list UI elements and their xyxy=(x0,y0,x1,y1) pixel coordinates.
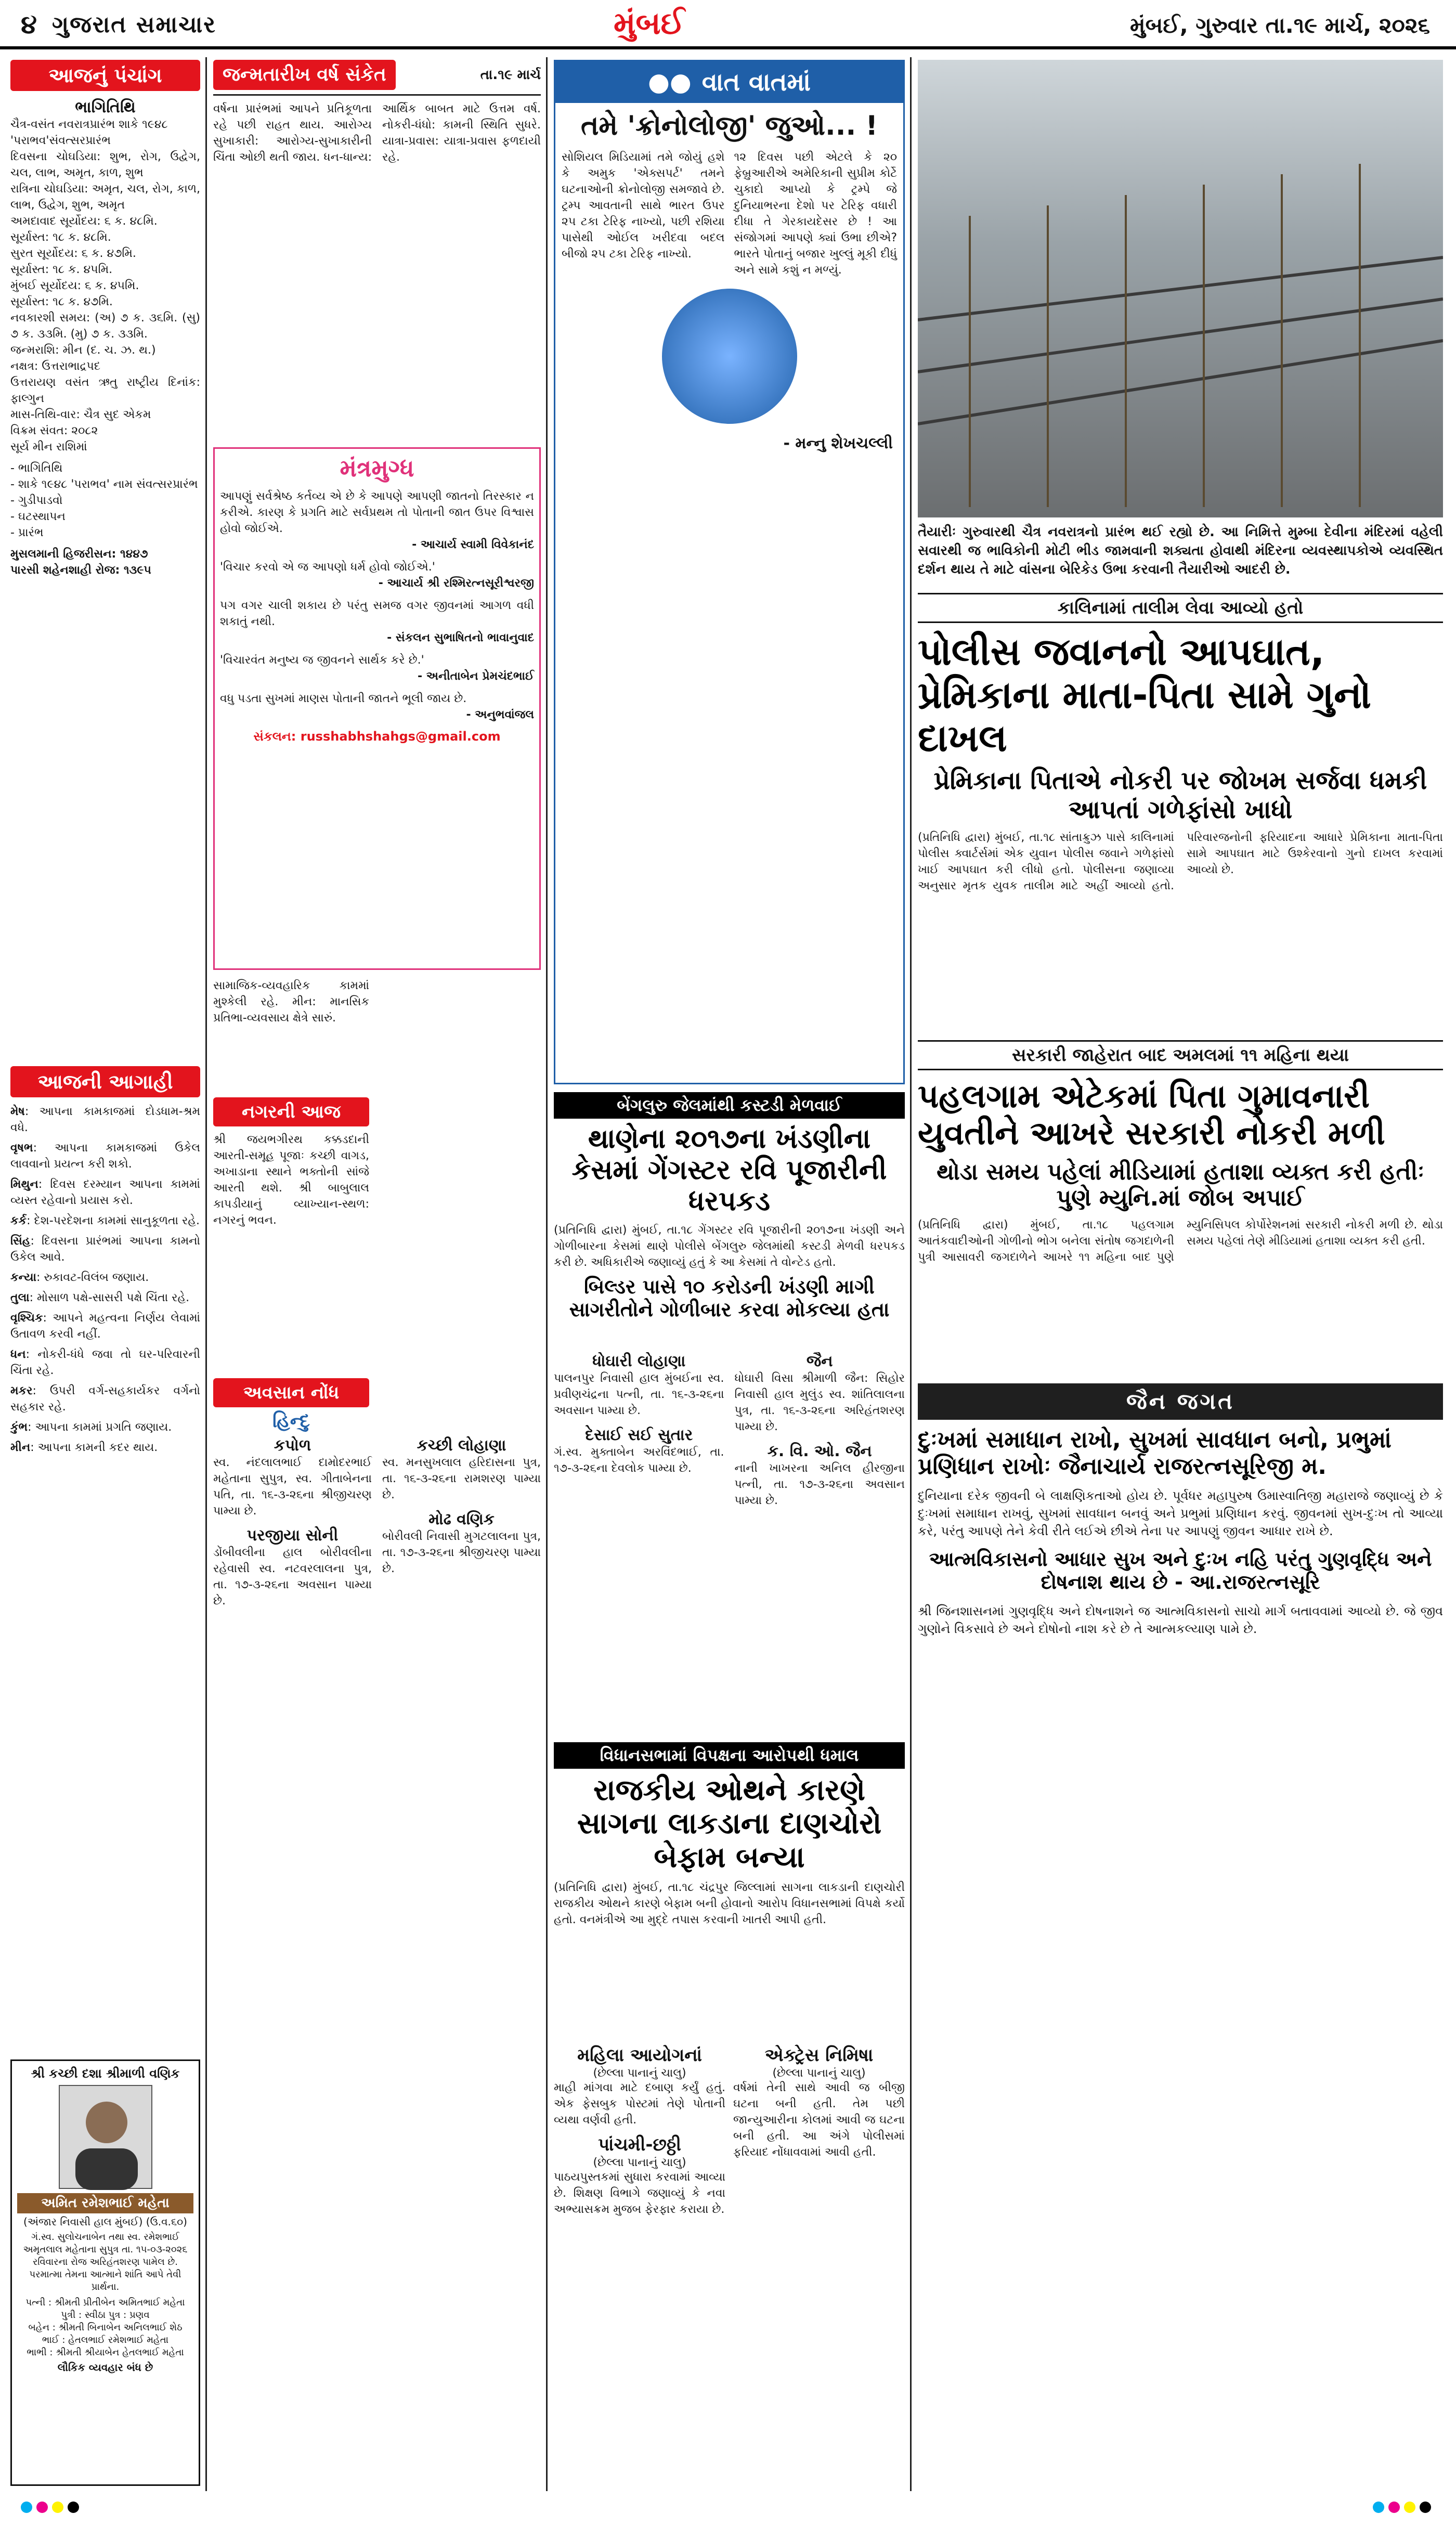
vidhan-story xyxy=(554,1742,905,2033)
registration-dot xyxy=(36,2502,48,2513)
mahila-title: મહિલા આયોગનાં xyxy=(577,2045,702,2066)
panchang-line: સૂર્યાસ્ત: ૧૮ ક. ૪૭મિ. xyxy=(10,295,113,308)
mantra-quote-author: - અનુભવાંજલ xyxy=(466,708,534,721)
panchang-line: વિક્રમ સંવત: ૨૦૮૨ xyxy=(10,424,98,437)
obituary-caste: કપોળ xyxy=(274,1436,311,1455)
horoscope-title: આજની આગાહી xyxy=(10,1066,200,1097)
mantra-quote-author: - આચાર્ય શ્રી રશ્મિરત્નસૂરીશ્વરજી xyxy=(378,577,534,590)
parsi-calendar: પારસી શહેનશાહી રોજ: ૧૩૯૫ xyxy=(10,564,151,577)
obituary-caste: મોઢ વણિક xyxy=(428,1510,495,1528)
horoscope-item: મકર: ઉપરી વર્ગ-સહકાર્યકર વર્ગનો સહકાર રહે. xyxy=(10,1384,200,1414)
ad-name: અમિત રમેશભાઈ મહેતા xyxy=(17,2193,193,2213)
panchang-note: - પ્રારંભ xyxy=(10,526,44,539)
gangster-body: (પ્રતિનિધિ દ્વારા) મુંબઈ, તા.૧૮ ગેંગસ્ટર રવિ પૂજારીની ૨૦૧૭ના ખંડણી અને ગોળીબારના કેસમાં થાણે પોલીસે બેંગલુરુ જેલમાંથી કસ્ટડી મેળવી ધરપકડ કરી છે. અધિકારીએ જણાવ્યું હતું કે આ કેસમાં તે વોન્ટેડ હતો. xyxy=(554,1224,905,1269)
horoscope-sign: વૃષભ xyxy=(10,1142,33,1155)
panchang-note: - ગુડીપાડવો xyxy=(10,494,63,507)
horoscope-item: તુલા: મોસાળ પક્ષે-સાસરી પક્ષે ચિંતા રહે. xyxy=(10,1291,190,1304)
column-divider xyxy=(910,57,912,2491)
obituaries-list-2 xyxy=(554,1352,905,1509)
horoscope-sign: કન્યા xyxy=(10,1271,36,1284)
ad-family-line: પુત્રી : સ્વીઠા પુત્ર : પ્રણવ xyxy=(61,2310,150,2321)
panchang-notes xyxy=(10,460,200,541)
obituary-caste: જૈન xyxy=(806,1352,833,1370)
panchang-line: ઉત્તરાયણ વસંત ઋતુ રાષ્ટ્રીય દિનાંક: ફાલ્ગુન xyxy=(10,376,200,405)
horoscope-sign: સિંહ xyxy=(10,1235,31,1248)
panchang-line: નક્ષત્ર: ઉત્તરાભાદ્રપદ xyxy=(10,360,101,373)
panchang-lines xyxy=(10,116,200,455)
ad-portrait xyxy=(59,2085,152,2189)
obituary-text: બોરીવલી નિવાસી મુગટલાલના પુત્ર, તા. ૧૭-૩-૨૬ના શ્રીજીચરણ પામ્યા છે. xyxy=(382,1530,541,1575)
vaat-col2: ૧૨ દિવસ પછી એટલે કે ૨૦ ફેબ્રુઆરીએ અમેરિકાની સુપ્રીમ કોર્ટે ચુકાદો આપ્યો કે ટ્રમ્પે જે દુનિયાભરના દેશો પર ટેરિફ વધારી દીધા તે ગેરકાયદેસર છે ! આ સંજોગમાં આપણે ક્યાં ઉભા છીએ? ભારતે પોતાનું બજાર ખુલ્લું મૂકી દીધું અને સામે કશું ન મળ્યું. xyxy=(734,151,897,277)
horoscope-text: આપને મહત્વના નિર્ણય લેવામાં ઉતાવળ કરવી નહીં. xyxy=(10,1312,200,1341)
panchang-line: સૂર્યાસ્ત: ૧૮ ક. ૪૫મિ. xyxy=(10,263,113,276)
panchang-line: દિવસના ચોઘડિયા: શુભ, રોગ, ઉદ્વેગ, ચલ, લાભ, અમૃત, કાળ, શુભ xyxy=(10,150,200,179)
mantra-email: સંકલન: russhabhshahgs@gmail.com xyxy=(253,729,501,744)
mantra-quote-text: 'વિચારવંત મનુષ્ય જ જીવનને સાર્થક કરે છે.' xyxy=(220,654,424,667)
paper-name: ગુજરાત સમાચાર xyxy=(52,11,216,38)
actress-title: એક્ટ્રેસ નિમિષા xyxy=(764,2045,874,2066)
horoscope-sign: તુલા xyxy=(10,1291,30,1304)
cartoon-illustration xyxy=(662,289,797,424)
horoscope-item: કન્યા: રુકાવટ-વિલંબ જણાય. xyxy=(10,1271,149,1284)
panchang-line: નવકારશી સમય: (અ) ૭ ક. ૩૬મિ. (સુ) ૭ ક. ૩૩મિ. (મુ) ૭ ક. ૩૩મિ. xyxy=(10,312,200,341)
obituary-caste: પરજીયા સોની xyxy=(246,1526,339,1545)
obituary-entry xyxy=(735,1442,905,1509)
registration-dot xyxy=(68,2502,79,2513)
panchang-note: - ભાગિતિથિ xyxy=(10,462,63,475)
vaat-byline: - મન્નુ શેખચલ્લી xyxy=(783,434,893,452)
barricade-illustration xyxy=(918,60,1443,517)
vidhan-headline: રાજકીય ઓથને કારણે સાગના લાકડાના દાણચોરો બેફામ બન્યા xyxy=(577,1773,882,1874)
vaat-section xyxy=(554,60,905,1084)
obituaries-title: અવસાન નોંધ xyxy=(213,1378,369,1407)
horoscope-text: ઉપરી વર્ગ-સહકાર્યકર વર્ગનો સહકાર રહે. xyxy=(10,1384,200,1414)
mantra-quote-text: પગ વગર ચાલી શકાય છે પરંતુ સમજ વગર જીવનમાં આગળ વધી શકાતું નથી. xyxy=(220,599,534,628)
temple-photo xyxy=(918,60,1443,517)
panchang-note: - ઘટસ્થાપન xyxy=(10,510,66,523)
kalina-sub: પ્રેમિકાના પિતાએ નોકરી પર જોખમ સર્જવા ધમકી આપતાં ગળેફાંસો ખાધો xyxy=(933,766,1427,824)
obituaries-section xyxy=(213,1378,541,2392)
kalina-story xyxy=(918,593,1443,1035)
column-divider xyxy=(205,57,207,2491)
registration-dot xyxy=(1420,2502,1431,2513)
birthday-date: તા.૧૯ માર્ચ xyxy=(480,67,541,83)
obituary-text: સ્વ. નંદલાલભાઈ દામોદરભાઈ મહેતાના સુપુત્ર, સ્વ. ગીતાબેનના પતિ, તા. ૧૬-૩-૨૬ના શ્રીજીચરણ પામ્યા છે. xyxy=(213,1456,372,1518)
registration-dot xyxy=(1388,2502,1400,2513)
registration-dot xyxy=(52,2502,63,2513)
obituary-text: નાની ખાખરના અનિલ હીરજીના પત્ની, તા. ૧૭-૩-૨૬ના અવસાન પામ્યા છે. xyxy=(734,1462,905,1507)
nagar-title: નગરની આજ xyxy=(213,1097,369,1126)
mantra-quotes xyxy=(220,488,534,723)
person-portrait-icon xyxy=(60,2086,153,2190)
jain-title: જૈન જગત xyxy=(918,1383,1443,1420)
ad-family xyxy=(17,2297,193,2359)
horoscope-section xyxy=(10,1066,200,2054)
horoscope-text: રુકાવટ-વિલંબ જણાય. xyxy=(44,1271,149,1284)
horoscope-item: સિંહ: દિવસના પ્રારંભમાં આપના કામનો ઉકેલ આવે. xyxy=(10,1235,200,1264)
gangster-story xyxy=(554,1092,905,1342)
mantra-quote-author: - સંકલન સુભાષિતનો ભાવાનુવાદ xyxy=(387,631,534,644)
obituary-entry xyxy=(213,1436,372,1519)
speech-icon: ●● xyxy=(647,68,692,97)
panchang-title: આજનું પંચાંગ xyxy=(10,60,200,91)
pahalgam-body: (પ્રતિનિધિ દ્વારા) મુંબઈ, તા.૧૮ પહલગામ આતંકવાદીઓની ગોળીનો ભોગ બનેલા સંતોષ જગદાળેની પુત્રી આસાવરી જગદાળેને આખરે ૧૧ મહિના બાદ પુણે મ્યુનિસિપલ કોર્પોરેશનમાં સરકારી નોકરી મળી છે. થોડા સમય પહેલાં તેણે મીડિયામાં હતાશા વ્યક્ત કરી હતી. xyxy=(918,1218,1443,1264)
horoscope-item: કર્ક: દેશ-પરદેશના કામમાં સાનુકૂળતા રહે. xyxy=(10,1214,200,1227)
ad-family-line: પત્ની : શ્રીમતી પ્રીતીબેન અમિતભાઈ મહેતા xyxy=(25,2297,185,2308)
obituary-caste: ક. વિ. ઓ. જૈન xyxy=(767,1442,872,1460)
samajik-snippet xyxy=(213,978,369,1092)
kalina-headline: પોલીસ જવાનનો આપઘાત, પ્રેમિકાના માતા-પિતા સામે ગુનો દાખલ xyxy=(918,630,1371,760)
panchang-section xyxy=(10,60,200,1048)
mantra-section xyxy=(213,447,541,970)
obituary-entry xyxy=(554,1426,724,1476)
ad-text: ગં.સ્વ. સુલોચનાબેન તથા સ્વ. રમેશભાઈ અમૃતલાલ મહેતાના સુપુત્ર તા. ૧૫-૦૩-૨૦૨૬ રવિવારના રોજ અરિહંતશરણ પામેલ છે. પરમાત્મા તેમના આત્માને શાંતિ આપે તેવી પ્રાર્થના. xyxy=(23,2232,188,2292)
jain-headline: દુઃખમાં સમાધાન રાખો, સુખમાં સાવધાન બનો, પ્રભુમાં પ્રણિધાન રાખોઃ જૈનાચાર્ય રાજરત્નસૂરિજી મ. xyxy=(918,1427,1392,1480)
horoscope-list xyxy=(10,1104,200,1456)
pahalgam-headline: પહલગામ એટેકમાં પિતા ગુમાવનારી યુવતીને આખરે સરકારી નોકરી મળી xyxy=(918,1077,1385,1152)
horoscope-text: મોસાળ પક્ષે-સાસરી પક્ષે ચિંતા રહે. xyxy=(37,1291,190,1304)
obituary-text: ડોંબીવલીના હાલ બોરીવલીના રહેવાસી સ્વ. નટવરલાલના પુત્ર, તા. ૧૭-૩-૨૬ના અવસાન પામ્યા છે. xyxy=(213,1546,372,1608)
tribute-ad xyxy=(10,2059,200,2486)
horoscope-item: ધન: નોકરી-ધંધે જવા તો ઘર-પરિવારની ચિંતા રહે. xyxy=(10,1348,200,1377)
birthday-section xyxy=(213,60,541,434)
vidhan-tag: વિધાનસભામાં વિપક્ષના આરોપથી ધમાલ xyxy=(554,1742,905,1769)
horoscope-item: મિથુન: દિવસ દરમ્યાન આપના કામમાં વ્યસ્ત રહેવાનો પ્રયાસ કરો. xyxy=(10,1178,200,1207)
horoscope-text: આપના કામકાજમાં ઉકેલ લાવવાનો પ્રયત્ન કરી શકો. xyxy=(10,1142,200,1171)
obituary-text: ગં.સ્વ. મુક્તાબેન અરવિંદભાઈ, તા. ૧૭-૩-૨૬ના દેવલોક પામ્યા છે. xyxy=(554,1446,724,1475)
panchang-note: - શાકે ૧૯૪૮ 'પરાભવ' નામ સંવત્સરપ્રારંભ xyxy=(10,478,198,491)
mantra-quote-text: આપણું સર્વશ્રેષ્ઠ કર્તવ્ય એ છે કે આપણે આપણી જાતનો તિરસ્કાર ન કરીએ. કારણ કે પ્રગતિ માટે સર્વપ્રથમ તો પોતાની જાત ઉપર વિશ્વાસ હોવો જોઈએ. xyxy=(220,490,534,535)
ad-caste: શ્રી કચ્છી દશા શ્રીમાળી વણિક xyxy=(31,2066,180,2081)
panchang-line: સુરત સૂર્યોદય: ૬ ક. ૪૭મિ. xyxy=(10,247,136,260)
nagar-text: શ્રી જયભગીરથ કક્કડદાની આરતી-સમૂહ પૂજાઃ કચ્છી વાગડ, અખાડાના સ્થાને ભક્તોની સાંજે આરતી થશે. શ્રી બાબુલાલ કાપડીયાનું વ્યાખ્યાન-સ્થળ: નગરનું ભવન. xyxy=(213,1133,369,1227)
obituaries-list xyxy=(213,1436,541,1609)
ad-family-line: ભાઈ : હેતલભાઈ રમેશભાઈ મહેતા xyxy=(42,2335,169,2345)
ad-family-line: બહેન : શ્રીમતી બિનાબેન અનિલભાઈ શેઠ xyxy=(28,2322,183,2333)
mantra-quote xyxy=(220,488,534,553)
horoscope-sign: મેષ xyxy=(10,1105,25,1118)
dateline: મુંબઈ, ગુરુવાર તા.૧૯ માર્ચ, ૨૦૨૬ xyxy=(1129,12,1430,38)
vaat-title: વાત વાતમાં xyxy=(701,67,811,97)
obituary-caste: ધોઘારી લોહાણા xyxy=(592,1352,686,1370)
horoscope-text: દિવસના પ્રારંભમાં આપના કામનો ઉકેલ આવે. xyxy=(10,1235,200,1264)
vaat-lede: સોશિયલ મિડિયામાં તમે જોયું હશે કે અમુક 'એક્સપર્ટ' તમને ઘટનાઓની ક્રોનોલોજી સમજાવે છે. ટ્રમ્પ આવતાની સાથે ભારત ઉપર ૨૫ ટકા ટેરિફ નાખ્યો, પછી રશિયા પાસેથી ઓઈલ ખરીદવા બદલ બીજો ૨૫ ટકા ટેરિફ નાખ્યો. xyxy=(562,151,725,261)
actress-body: વર્ષમાં તેની સાથે આવી જ બીજી ઘટના બની હતી. તેમ પછી જાન્યુઆરીના કોલમાં આવી જ ઘટના બની હતી. આ અંગે પોલીસમાં ફરિયાદ નોંધાવવામાં આવી હતી. xyxy=(733,2081,905,2159)
gangster-sub: બિલ્ડર પાસે ૧૦ કરોડની ખંડણી માગી સાગરીતોને ગોળીબાર કરવા મોકલ્યા હતા xyxy=(569,1275,890,1321)
obituary-caste: કચ્છી લોહાણા xyxy=(417,1436,506,1455)
horoscope-item: વૃષભ: આપના કામકાજમાં ઉકેલ લાવવાનો પ્રયત્ન કરી શકો. xyxy=(10,1142,200,1171)
mahila-sub: (છેલ્લા પાનાનું ચાલુ) xyxy=(593,2067,686,2080)
obituary-text: ધોઘારી વિસા શ્રીમાળી જૈન: સિહોર નિવાસી હાલ મુલુંડ સ્વ. શાંતિલાલના પુત્ર, તા. ૧૬-૩-૨૬ના અરિહંતશરણ પામ્યા છે. xyxy=(734,1372,905,1433)
page-number: ૪ xyxy=(21,9,37,40)
temple-caption xyxy=(918,523,1443,585)
jain-sub: આત્મવિકાસનો આધાર સુખ અને દુઃખ નહિ પરંતુ ગુણવૃદ્ધિ અને દોષનાશ થાય છે - આ.રાજરત્નસૂરિ xyxy=(929,1548,1432,1593)
panchang-line: સૂર્ય મીન રાશિમાં xyxy=(10,440,87,453)
horoscope-sign: કુંભ xyxy=(10,1421,28,1434)
obituary-caste: દેસાઈ સઈ સુતાર xyxy=(585,1426,693,1444)
vaat-headline: તમે 'ક્રોનોલોજી' જુઓ... ! xyxy=(580,110,878,141)
mahila-story xyxy=(554,2044,725,2486)
panchang-line: ચૈત્ર-વસંત નવરાત્રપ્રારંભ શાકે ૧૯૪૮ xyxy=(10,118,168,131)
nagar-section xyxy=(213,1097,369,1368)
actress-sub: (છેલ્લા પાનાનું ચાલુ) xyxy=(772,2067,866,2080)
horoscope-item: મીન: આપના કામની કદર થાય. xyxy=(10,1441,158,1454)
mantra-quote-text: વધુ પડતા સુખમાં માણસ પોતાની જાતને ભૂલી જાય છે. xyxy=(220,692,467,705)
horoscope-sign: ધન xyxy=(10,1348,26,1361)
panchmi-body: પાઠયપુસ્તકમાં સુધારા કરવામાં આવ્યા છે. શિક્ષણ વિભાગે જણાવ્યું કે નવા અભ્યાસક્રમ મુજબ ફેરફાર કરાયા છે. xyxy=(554,2171,725,2216)
obituaries-sub: હિન્દુ xyxy=(272,1410,310,1432)
horoscope-item: કુંભ: આપના કામમાં પ્રગતિ જણાય. xyxy=(10,1421,172,1434)
samajik-text: સામાજિક-વ્યવહારિક કામમાં મુશ્કેલી રહે. મીન: માનસિક પ્રતિભા-વ્યવસાય ક્ષેત્રે સારું. xyxy=(213,979,369,1025)
panchang-line: મુંબઈ સૂર્યોદય: ૬ ક. ૪૫મિ. xyxy=(10,279,139,292)
horoscope-text: આપના કામકાજમાં દોડધામ-શ્રમ વધે. xyxy=(10,1105,200,1134)
mantra-quote-author: - આચાર્ય સ્વામી વિવેકાનંદ xyxy=(412,538,534,551)
gangster-tag: બેંગલુરુ જેલમાંથી કસ્ટડી મેળવાઈ xyxy=(554,1092,905,1119)
horoscope-text: દેશ-પરદેશના કામમાં સાનુકૂળતા રહે. xyxy=(34,1214,200,1227)
horoscope-sign: મીન xyxy=(10,1441,31,1454)
ad-place: (અંજાર નિવાસી હાલ મુંબઈ) (ઉ.વ.૬૦) xyxy=(23,2215,187,2228)
horoscope-sign: વૃશ્ચિક xyxy=(10,1312,43,1325)
horoscope-text: આપના કામમાં પ્રગતિ જણાય. xyxy=(35,1421,172,1434)
jain-body2: શ્રી જિનશાસનમાં ગુણવૃદ્ધિ અને દોષનાશને જ આત્મવિકાસનો સાચો માર્ગ બતાવવામાં આવ્યો છે. જે જીવ ગુણોને વિકસાવે છે અને દોષોનો નાશ કરે છે તે આત્મકલ્યાણ પામે છે. xyxy=(918,1603,1443,1636)
horoscope-text: નોકરી-ધંધે જવા તો ઘર-પરિવારની ચિંતા રહે. xyxy=(10,1348,200,1377)
horoscope-text: આપના કામની કદર થાય. xyxy=(37,1441,158,1454)
obituary-entry xyxy=(554,1352,724,1419)
registration-dot xyxy=(1404,2502,1415,2513)
obituary-entry xyxy=(735,1352,905,1435)
obituary-text: પાલનપુર નિવાસી હાલ મુંબઈના સ્વ. પ્રવીણચંદ્રના પત્ની, તા. ૧૬-૩-૨૬ના અવસાન પામ્યા છે. xyxy=(554,1372,724,1417)
birthday-title: જન્મતારીખ વર્ષ સંકેત xyxy=(213,60,396,90)
panchang-line: 'પરાભવ'સંવત્સરપ્રારંભ xyxy=(10,134,111,147)
obituary-text: સ્વ. મનસુખલાલ હરિદાસના પુત્ર, તા. ૧૬-૩-૨૬ના રામશરણ પામ્યા છે. xyxy=(382,1456,541,1501)
gangster-headline: થાણેના ૨૦૧૭ના ખંડણીના કેસમાં ગેંગસ્ટર રવિ પૂજારીની ધરપકડ xyxy=(571,1123,887,1217)
ad-footer: લૌકિક વ્યવહાર બંધ છે xyxy=(57,2361,153,2374)
mantra-title: મંત્રમુગ્ધ xyxy=(340,454,414,482)
pahalgam-story xyxy=(918,1040,1443,1373)
vaat-title-bar xyxy=(555,61,903,103)
mantra-quote xyxy=(220,559,534,591)
section-title: મુંબઈ xyxy=(614,5,685,42)
mantra-quote-author: - અનીતાબેન પ્રેમચંદભાઈ xyxy=(417,670,534,683)
registration-dot xyxy=(21,2502,32,2513)
horoscope-sign: કર્ક xyxy=(10,1214,27,1227)
horoscope-sign: મકર xyxy=(10,1384,33,1397)
panchang-line: માસ-તિથિ-વાર: ચૈત્ર સુદ એકમ xyxy=(10,408,151,421)
horoscope-text: દિવસ દરમ્યાન આપના કામમાં વ્યસ્ત રહેવાનો પ્રયાસ કરો. xyxy=(10,1178,200,1207)
pahalgam-tag: સરકારી જાહેરાત બાદ અમલમાં ૧૧ મહિના થયા xyxy=(918,1040,1443,1070)
horoscope-item: વૃશ્ચિક: આપને મહત્વના નિર્ણય લેવામાં ઉતાવળ કરવી નહીં. xyxy=(10,1312,200,1341)
panchmi-title: પાંચમી-છઠ્ઠી xyxy=(598,2134,681,2155)
panchang-line: સૂર્યાસ્ત: ૧૮ ક. ૪૮મિ. xyxy=(10,231,111,244)
panchang-line: રાત્રિના ચોઘડિયા: અમૃત, ચલ, રોગ, કાળ, લાભ, ઉદ્વેગ, શુભ, અમૃત xyxy=(10,183,200,212)
jain-section xyxy=(918,1383,1443,2486)
horoscope-item: મેષ: આપના કામકાજમાં દોડધામ-શ્રમ વધે. xyxy=(10,1105,200,1134)
masthead-bar xyxy=(0,0,1456,49)
ad-family-line: ભાભી : શ્રીમતી શ્રીયાબેન હેતલભાઈ મહેતા xyxy=(27,2347,184,2358)
muslim-calendar: મુસલમાની હિજરીસન: ૧૪૪૭ xyxy=(10,548,148,561)
panchmi-sub: (છેલ્લા પાનાનું ચાલુ) xyxy=(593,2156,686,2169)
obituary-entry xyxy=(382,1510,541,1577)
mantra-quote xyxy=(220,652,534,684)
kalina-body: (પ્રતિનિધિ દ્વારા) મુંબઈ, તા.૧૮ સાંતાક્રુઝ પાસે કાલિનામાં પોલીસ ક્વાર્ટર્સમાં એક યુવાન પોલીસ જવાને ગળેફાંસો ખાઈ આપઘાત કરી લીધો હતો. પોલીસના જણાવ્યા અનુસાર મૃતક યુવક તાલીમ માટે અહીં આવ્યો હતો. પરિવારજનોની ફરિયાદના આધારે પ્રેમિકાના માતા-પિતા સામે આપઘાત માટે ઉશ્કેરવાનો ગુનો દાખલ કરવામાં આવ્યો છે. xyxy=(918,831,1443,892)
panchang-sub: ભાગિતિથિ xyxy=(75,98,136,116)
birthday-text: વર્ષના પ્રારંભમાં આપને પ્રતિકૂળતા રહે પછી રાહત થાય. આરોગ્ય સુખાકારી: આરોગ્ય-સુખાકારીની ચિંતા ઓછી થતી જાય. ધન-ધાન્ય: આર્થિક બાબત માટે ઉત્તમ વર્ષ. નોકરી-ધંધો: કામની સ્થિતિ સુધરે. યાત્રા-પ્રવાસ: યાત્રા-પ્રવાસ ફળદાયી રહે. xyxy=(213,102,541,164)
panchang-line: જન્મરાશિ: મીન (દ. ચ. ઝ. થ.) xyxy=(10,344,156,357)
mantra-quote xyxy=(220,691,534,723)
horoscope-sign: મિથુન xyxy=(10,1178,38,1191)
mantra-quote-text: 'વિચાર કરવો એ જ આપણો ધર્મ હોવો જોઈએ.' xyxy=(220,561,435,574)
column-divider xyxy=(546,57,548,2491)
actress-story xyxy=(733,2044,905,2486)
obituary-entry xyxy=(213,1526,372,1609)
obituary-entry xyxy=(382,1436,541,1503)
kalina-tag: કાલિનામાં તાલીમ લેવા આવ્યો હતો xyxy=(918,593,1443,623)
vidhan-body: (પ્રતિનિધિ દ્વારા) મુંબઈ, તા.૧૮ ચંદ્રપુર જિલ્લામાં સાગના લાકડાની દાણચોરી રાજકીય ઓથને કારણે બેફામ બની હોવાનો આરોપ વિધાનસભામાં વિપક્ષે કર્યો હતો. વનમંત્રીએ આ મુદ્દે તપાસ કરવાની ખાતરી આપી હતી. xyxy=(554,1881,905,1927)
mahila-body: માહી માંગવા માટે દબાણ કર્યું હતું. એક ફેસબુક પોસ્ટમાં તેણે પોતાની વ્યથા વર્ણવી હતી. xyxy=(554,2081,725,2127)
jain-body: દુનિયાના દરેક જીવની બે લાક્ષણિકતાઓ હોય છે. પૂર્વધર મહાપુરુષ ઉમાસ્વાતિજી મહારાજે જણાવ્યું છે કે દુઃખમાં સમાધાન રાખવું, સુખમાં સાવધાન બનવું અને પ્રભુમાં પ્રણિધાન કરવું. જીવનમાં સુખ-દુઃખ તો આવ્યા કરે, પરંતુ આપણે તેને કેવી રીતે લઈએ છીએ તેના પર આપણું જીવન આધાર રાખે છે. xyxy=(918,1488,1443,1539)
panchang-line: અમદાવાદ સૂર્યોદય: ૬ ક. ૪૮મિ. xyxy=(10,215,158,228)
mantra-quote xyxy=(220,598,534,646)
pahalgam-sub: થોડા સમય પહેલાં મીડિયામાં હતાશા વ્યક્ત કરી હતીઃ પુણે મ્યુનિ.માં જોબ અપાઈ xyxy=(937,1158,1424,1212)
registration-dot xyxy=(1373,2502,1384,2513)
temple-caption-text: તૈયારીઃ ગુરુવારથી ચૈત્ર નવરાત્રનો પ્રારંભ થઈ રહ્યો છે. આ નિમિત્તે મુમ્બા દેવીના મંદિરમાં વહેલી સવારથી જ ભાવિકોની મોટી ભીડ જામવાની શક્યતા હોવાથી મંદિરના વ્યવસ્થાપકોએ વ્યવસ્થિત દર્શન થાય તે માટે વાંસના બેરિકેડ ઉભા કરવાની તૈયારીઓ આદરી છે. xyxy=(918,524,1443,577)
